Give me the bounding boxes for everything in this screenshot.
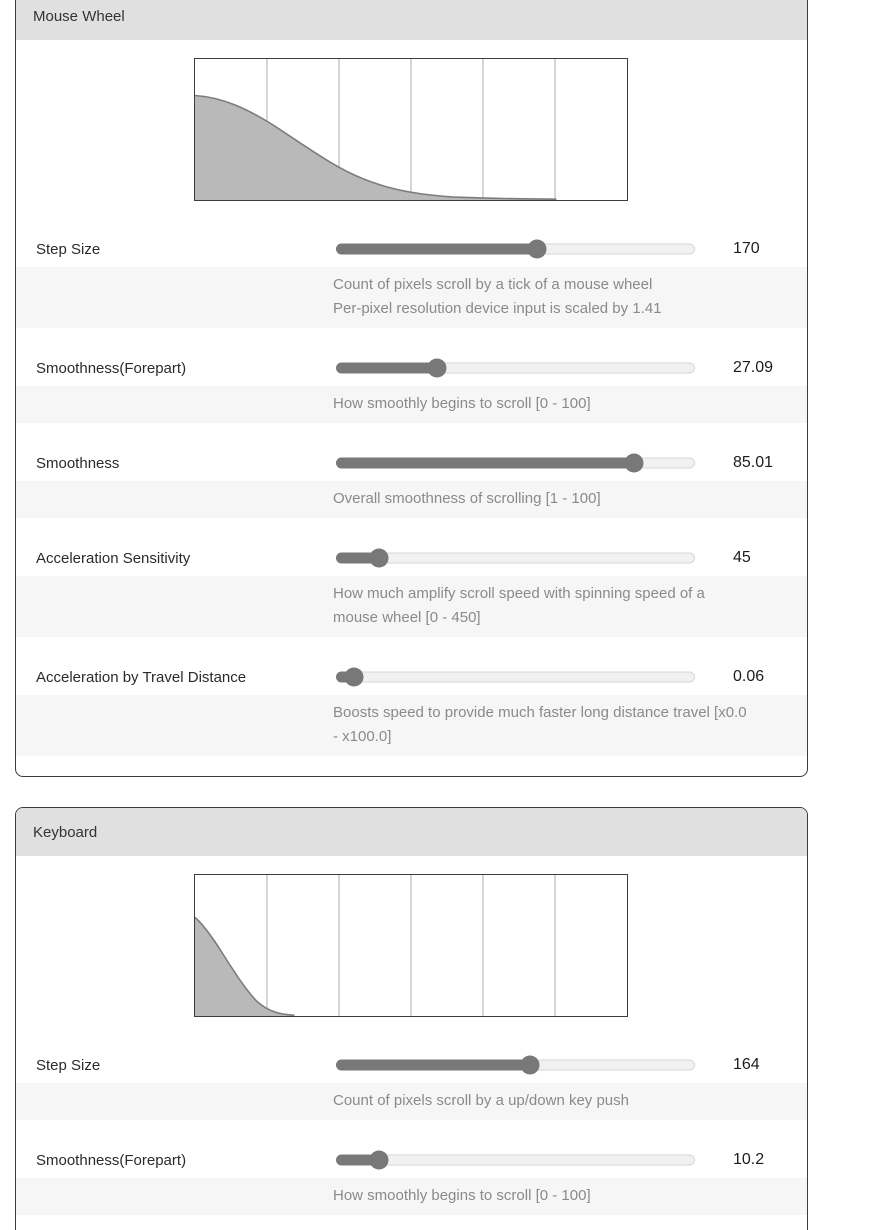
param-label: Acceleration by Travel Distance [36, 668, 247, 686]
description-line: Count of pixels scroll by a tick of a mouse wheel [333, 276, 653, 293]
slider-track[interactable] [336, 672, 695, 683]
description-line: Boosts speed to provide much faster long distance travel [x0.0 [333, 704, 747, 721]
acceleration-travel-distance-slider[interactable] [336, 659, 695, 695]
param-row-acceleration-travel-distance [16, 659, 807, 756]
description-line: How much amplify scroll speed with spinning speed of a [333, 585, 705, 602]
description-line: mouse wheel [0 - 450] [333, 609, 481, 626]
slider-thumb[interactable] [370, 549, 389, 568]
param-description [16, 1178, 807, 1215]
smoothness-slider[interactable] [336, 445, 695, 481]
step-size-slider[interactable] [336, 231, 695, 267]
param-description [16, 481, 807, 518]
slider-fill [336, 363, 437, 374]
param-description [16, 576, 807, 637]
param-value: 45 [733, 549, 751, 566]
slider-thumb[interactable] [370, 1151, 389, 1170]
slider-fill [336, 458, 634, 469]
param-row-acceleration-sensitivity [16, 540, 807, 637]
description-line: Count of pixels scroll by a up/down key push [333, 1092, 629, 1109]
param-label: Step Size [36, 1056, 101, 1074]
slider-thumb[interactable] [624, 454, 643, 473]
keyboard-group-header [16, 808, 807, 856]
slider-track[interactable] [336, 1155, 695, 1166]
graph-gridlines [266, 875, 554, 1016]
param-label: Acceleration Sensitivity [36, 549, 191, 567]
scroll-curve-plot [194, 58, 628, 201]
param-value: 27.09 [733, 359, 774, 376]
slider-fill [336, 244, 537, 255]
curve-area [195, 917, 295, 1016]
param-label: Smoothness(Forepart) [36, 1151, 187, 1169]
keyboard-curve-graph [194, 874, 630, 1017]
description-line: Overall smoothness of scrolling [1 - 100] [333, 490, 601, 507]
param-row-smoothness-forepart [16, 1142, 807, 1215]
description-line: - x100.0] [333, 728, 392, 745]
keyboard-smoothness-forepart-slider[interactable] [336, 1142, 695, 1178]
group-title: Mouse Wheel [33, 7, 125, 25]
param-label: Step Size [36, 240, 101, 258]
acceleration-sensitivity-slider[interactable] [336, 540, 695, 576]
smoothness-forepart-slider[interactable] [336, 350, 695, 386]
slider-fill [336, 1060, 530, 1071]
keyboard-step-size-slider[interactable] [336, 1047, 695, 1083]
description-line: How smoothly begins to scroll [0 - 100] [333, 1187, 591, 1204]
slider-thumb[interactable] [528, 240, 547, 259]
param-value: 164 [733, 1056, 760, 1073]
param-description [16, 267, 807, 328]
param-label: Smoothness(Forepart) [36, 359, 187, 377]
mouse-wheel-group-header [16, 0, 807, 40]
mouse-wheel-group [15, 0, 808, 777]
slider-thumb[interactable] [344, 668, 363, 687]
param-label: Smoothness [36, 454, 120, 472]
scroll-curve-plot [194, 874, 628, 1017]
param-row-step-size [16, 1047, 807, 1120]
param-value: 170 [733, 240, 760, 257]
description-line: How smoothly begins to scroll [0 - 100] [333, 395, 591, 412]
param-value: 0.06 [733, 668, 765, 685]
param-description [16, 1083, 807, 1120]
mouse-wheel-curve-graph [194, 58, 630, 201]
slider-thumb[interactable] [427, 359, 446, 378]
param-description [16, 386, 807, 423]
keyboard-group [15, 807, 808, 1230]
group-title: Keyboard [33, 823, 98, 841]
slider-thumb[interactable] [520, 1056, 539, 1075]
param-row-smoothness-forepart [16, 350, 807, 423]
description-line: Per-pixel resolution device input is scaled by 1.41 [333, 300, 662, 317]
slider-track[interactable] [336, 553, 695, 564]
param-row-step-size [16, 231, 807, 328]
param-value: 10.2 [733, 1151, 765, 1168]
param-value: 85.01 [733, 454, 774, 471]
param-description [16, 695, 807, 756]
param-row-smoothness [16, 445, 807, 518]
